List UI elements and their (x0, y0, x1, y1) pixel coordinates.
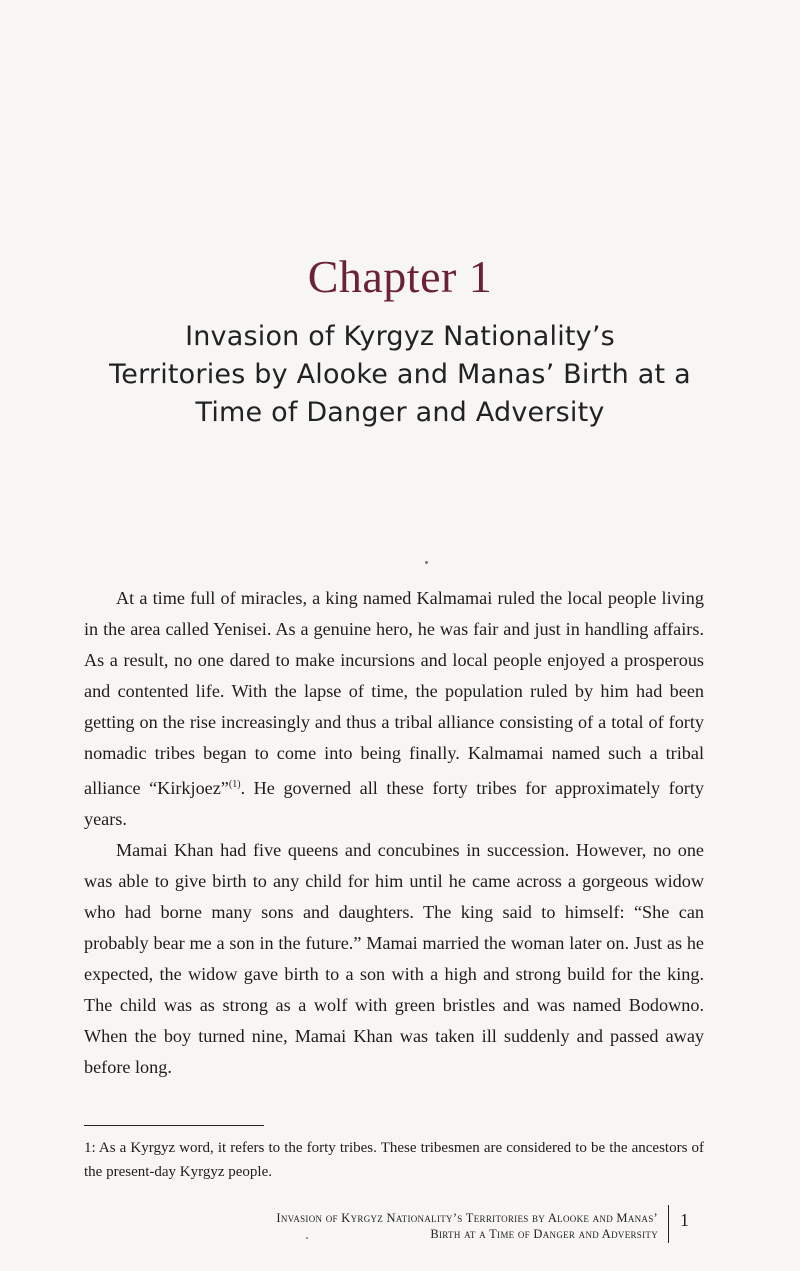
page-number: 1 (680, 1210, 689, 1230)
running-title-line: Birth at a Time of Danger and Adversity (430, 1227, 658, 1241)
subtitle-line: Time of Danger and Adversity (195, 397, 605, 428)
subtitle-line: Territories by Alooke and Manas’ Birth at a (109, 359, 691, 390)
subtitle-line: Invasion of Kyrgyz Nationality’s (185, 321, 615, 352)
footer-divider (668, 1205, 669, 1243)
footnote: 1: As a Kyrgyz word, it refers to the forty tribes. These tribesmen are considered to be the ancestors of the present-day Kyrgyz people. (84, 1140, 704, 1180)
scan-speck (306, 1237, 308, 1239)
running-footer (180, 1210, 658, 1242)
footnote-reference: (1) (228, 779, 241, 790)
paragraph-text: . He governed all these forty tribes for approximately forty years. (84, 778, 704, 830)
footnote-divider (84, 1125, 264, 1126)
chapter-title: Chapter 1 (307, 251, 493, 302)
paragraph (84, 583, 704, 835)
chapter-subtitle (100, 318, 700, 432)
paragraph: Mamai Khan had five queens and concubines in succession. However, no one was able to give birth to any child for him until he came across a gorgeous widow who had borne many sons and daughters. The king said to himself: “She can probably bear me a son in the future.” Mamai married the woman later on. Just as he expected, the widow gave birth to a son with a high and strong build for the king. The child was as strong as a wolf with green bristles and was named Bodowno. When the boy turned nine, Mamai Khan was taken ill suddenly and passed away before long. (84, 840, 704, 1078)
running-title-line: Invasion of Kyrgyz Nationality’s Territories by Alooke and Manas’ (276, 1211, 658, 1225)
paragraph-text: At a time full of miracles, a king named Kalmamai ruled the local people living in the area called Yenisei. As a genuine hero, he was fair and just in handling affairs. As a result, no one dared to make incursions and local people enjoyed a prosperous and contented life. With the lapse of time, the population ruled by him had been getting on the rise increasingly and thus a tribal alliance consisting of a total of forty nomadic tribes began to come into being finally. Kalmamai named such a tribal alliance “Kirkjoez” (84, 588, 704, 799)
main-text (84, 583, 704, 1083)
scan-speck (425, 561, 428, 564)
